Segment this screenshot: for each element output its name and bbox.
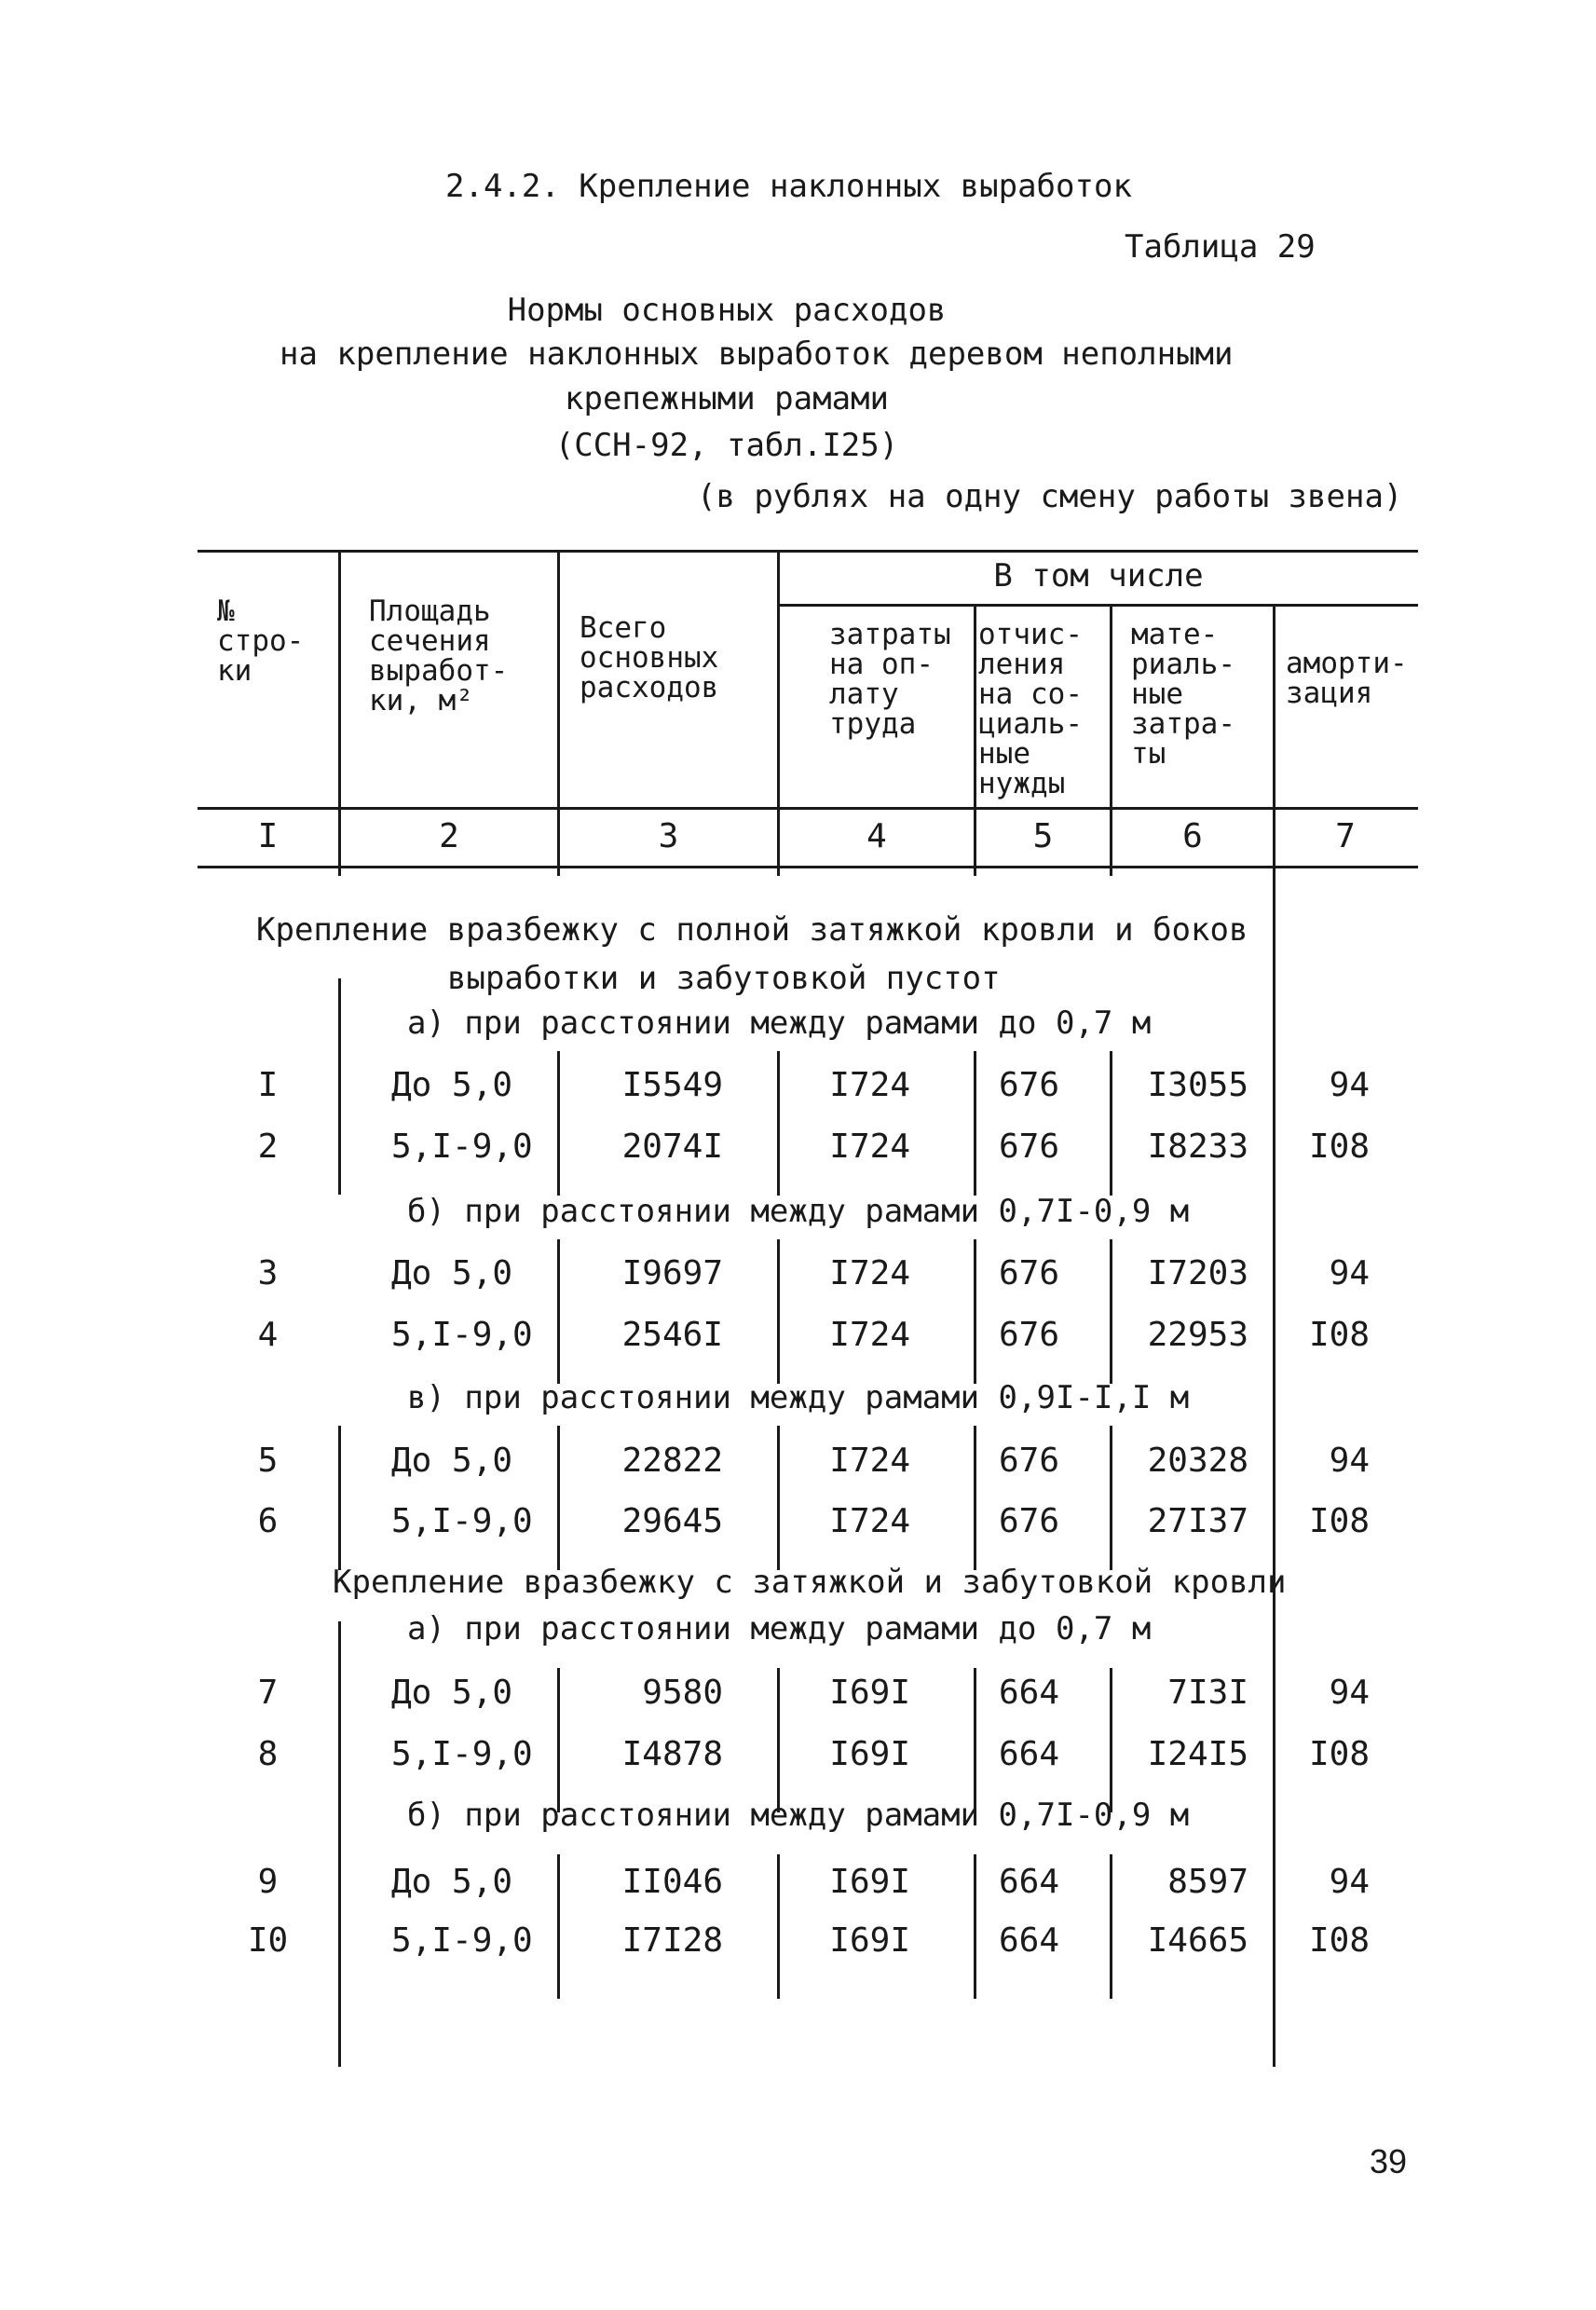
caption-line-3: крепежными рамами [565, 380, 889, 417]
materials-cell: I4665 [1147, 1921, 1248, 1960]
social-cell: 676 [999, 1442, 1060, 1480]
col-number: 6 [1182, 817, 1203, 855]
subgroup-heading: а) при расстоянии между рамами до 0,7 м [407, 1005, 1152, 1042]
col-number: I [257, 817, 279, 855]
materials-cell: 22953 [1147, 1316, 1248, 1354]
total-cell: 22822 [621, 1442, 723, 1480]
area-cell: 5,I-9,0 [391, 1128, 533, 1166]
body-divider [338, 978, 341, 1195]
labor-cell: I724 [829, 1254, 910, 1292]
social-cell: 664 [999, 1674, 1060, 1712]
col-header-area: Площадь сечения выработ- ки, м² [369, 595, 509, 718]
body-divider [974, 1426, 976, 1570]
row-number: 8 [257, 1735, 279, 1773]
labor-cell: I724 [829, 1316, 910, 1354]
amortization-cell: 94 [1329, 1066, 1370, 1104]
subgroup-heading: б) при расстоянии между рамами 0,7I-0,9 м [407, 1193, 1190, 1230]
caption-line-4: (ССН-92, табл.I25) [554, 427, 899, 464]
subgroup-heading: в) при расстоянии между рамами 0,9I-I,I м [407, 1379, 1190, 1416]
total-cell: 9580 [642, 1674, 723, 1712]
amortization-cell: 94 [1329, 1442, 1370, 1480]
section-2-title: Крепление вразбежку с затяжкой и забутовкой кровли [333, 1564, 1287, 1601]
social-cell: 676 [999, 1316, 1060, 1354]
labor-cell: I724 [829, 1066, 910, 1104]
materials-cell: 20328 [1147, 1442, 1248, 1480]
materials-cell: 27I37 [1147, 1502, 1248, 1540]
col-header-social: отчис- ления на со- циаль- ные нужды [978, 618, 1083, 800]
table-number: Таблица 29 [1125, 228, 1316, 266]
social-cell: 676 [999, 1128, 1060, 1166]
col-number: 3 [658, 817, 679, 855]
area-cell: До 5,0 [391, 1674, 513, 1712]
amortization-cell: I08 [1308, 1735, 1370, 1773]
amortization-cell: I08 [1308, 1502, 1370, 1540]
labor-cell: I724 [829, 1128, 910, 1166]
row-number: 9 [257, 1863, 279, 1901]
total-cell: 29645 [621, 1502, 723, 1540]
social-cell: 676 [999, 1066, 1060, 1104]
area-cell: 5,I-9,0 [391, 1316, 533, 1354]
labor-cell: I69I [829, 1921, 910, 1960]
labor-cell: I69I [829, 1735, 910, 1773]
section-title: 2.4.2. Крепление наклонных выработок [445, 168, 1132, 205]
col-header-row-number: № стро- ки [217, 595, 305, 688]
page-number: 39 [1370, 2142, 1408, 2180]
row-number: 3 [257, 1254, 279, 1292]
body-divider [974, 1668, 976, 1812]
total-cell: 2546I [621, 1316, 723, 1354]
body-divider [338, 1426, 341, 1570]
amortization-cell: I08 [1308, 1128, 1370, 1166]
subgroup-heading: б) при расстоянии между рамами 0,7I-0,9 м [407, 1797, 1190, 1834]
col-header-total: Всего основных расходов [580, 611, 719, 704]
total-cell: I7I28 [621, 1921, 723, 1960]
labor-cell: I69I [829, 1863, 910, 1901]
total-cell: 2074I [621, 1128, 723, 1166]
col-number: 7 [1335, 817, 1356, 855]
amortization-cell: 94 [1329, 1674, 1370, 1712]
caption-line-5: (в рублях на одну смену работы звена) [697, 478, 1403, 515]
area-cell: 5,I-9,0 [391, 1735, 533, 1773]
col-number: 2 [439, 817, 459, 855]
section-1-title: Крепление вразбежку с полной затяжкой кровли и боков [256, 911, 1248, 949]
body-divider [338, 1621, 341, 2067]
body-divider [974, 1854, 976, 1999]
section-1-title-cont: выработки и забутовкой пустот [447, 960, 1001, 997]
labor-cell: I724 [829, 1502, 910, 1540]
col-header-labor: затраты на оп- лату труда [829, 618, 951, 741]
area-cell: 5,I-9,0 [391, 1921, 533, 1960]
col-number: 4 [866, 817, 887, 855]
labor-cell: I69I [829, 1674, 910, 1712]
subgroup-heading: а) при расстоянии между рамами до 0,7 м [407, 1610, 1152, 1647]
row-number: I0 [247, 1921, 289, 1960]
area-cell: До 5,0 [391, 1863, 513, 1901]
materials-cell: I8233 [1147, 1128, 1248, 1166]
caption-line-2: на крепление наклонных выработок деревом неполными [280, 335, 1234, 373]
group-header-rule [779, 604, 1418, 607]
labor-cell: I724 [829, 1442, 910, 1480]
total-cell: I5549 [621, 1066, 723, 1104]
row-number: 4 [257, 1316, 279, 1354]
social-cell: 664 [999, 1863, 1060, 1901]
amortization-cell: 94 [1329, 1863, 1370, 1901]
total-cell: II046 [621, 1863, 723, 1901]
materials-cell: I24I5 [1147, 1735, 1248, 1773]
body-divider [974, 1239, 976, 1384]
social-cell: 676 [999, 1254, 1060, 1292]
row-number: 6 [257, 1502, 279, 1540]
row-number: 2 [257, 1128, 279, 1166]
social-cell: 664 [999, 1735, 1060, 1773]
table-top-rule [198, 550, 1418, 553]
amortization-cell: 94 [1329, 1254, 1370, 1292]
materials-cell: I7203 [1147, 1254, 1248, 1292]
col-header-materials: мате- риаль- ные затра- ты [1131, 618, 1235, 771]
materials-cell: 8597 [1167, 1863, 1248, 1901]
amortization-cell: I08 [1308, 1921, 1370, 1960]
area-cell: До 5,0 [391, 1066, 513, 1104]
materials-cell: 7I3I [1167, 1674, 1248, 1712]
social-cell: 676 [999, 1502, 1060, 1540]
social-cell: 664 [999, 1921, 1060, 1960]
area-cell: До 5,0 [391, 1442, 513, 1480]
col-number: 5 [1032, 817, 1054, 855]
row-number: I [257, 1066, 279, 1104]
caption-line-1: Нормы основных расходов [507, 292, 947, 329]
col-header-amortization: аморти- зация [1286, 647, 1408, 710]
group-header: В том числе [993, 557, 1204, 595]
amortization-cell: I08 [1308, 1316, 1370, 1354]
area-cell: До 5,0 [391, 1254, 513, 1292]
materials-cell: I3055 [1147, 1066, 1248, 1104]
row-number: 5 [257, 1442, 279, 1480]
header-bottom-rule [198, 807, 1418, 810]
total-cell: I9697 [621, 1254, 723, 1292]
area-cell: 5,I-9,0 [391, 1502, 533, 1540]
body-divider [974, 1051, 976, 1196]
row-number: 7 [257, 1674, 279, 1712]
numbers-bottom-rule [198, 866, 1418, 868]
total-cell: I4878 [621, 1735, 723, 1773]
